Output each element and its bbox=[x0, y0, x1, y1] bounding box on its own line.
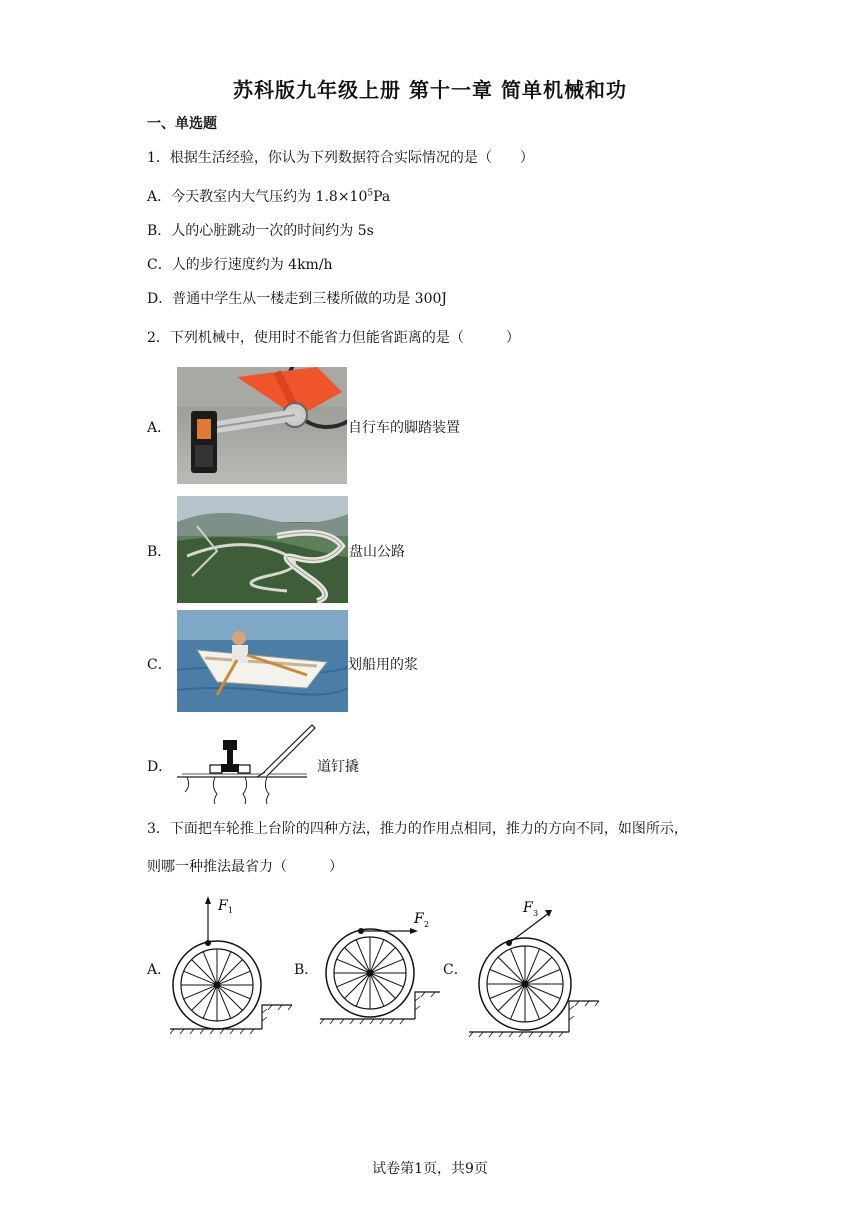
mountain-road-photo bbox=[177, 496, 348, 603]
wheel-diagram-b bbox=[318, 905, 443, 1027]
force-subscript-2: 2 bbox=[424, 920, 430, 929]
q2-option-d-caption: 道钉撬 bbox=[317, 759, 359, 775]
q1-stem: 1．根据生活经验，你认为下列数据符合实际情况的是（ ） bbox=[147, 150, 534, 166]
force-subscript-3: 3 bbox=[533, 909, 539, 918]
q1-option-d: D．普通中学生从一楼走到三楼所做的功是 300J bbox=[147, 291, 448, 307]
force-label-f1: F bbox=[218, 898, 228, 914]
q2-option-a-letter: A． bbox=[147, 420, 172, 436]
rowing-boat-photo bbox=[177, 610, 348, 712]
rail-spike-crowbar-drawing bbox=[177, 722, 317, 804]
q1-option-c: C．人的步行速度约为 4km/h bbox=[147, 257, 333, 273]
force-subscript-1: 1 bbox=[228, 906, 234, 915]
q2-option-d-letter: D． bbox=[147, 759, 173, 775]
q3-option-c-letter: C． bbox=[443, 962, 468, 978]
q2-option-c-caption: 划船用的浆 bbox=[348, 657, 418, 673]
q2-stem: 2．下列机械中，使用时不能省力但能省距离的是（ ） bbox=[147, 330, 520, 346]
q1-option-b: B．人的心脏跳动一次的时间约为 5s bbox=[147, 223, 374, 239]
q3-option-a-letter: A． bbox=[147, 962, 172, 978]
q3-stem-line1: 3．下面把车轮推上台阶的四种方法，推力的作用点相同，推力的方向不同，如图所示， bbox=[147, 821, 688, 837]
force-label-f2: F bbox=[414, 911, 424, 927]
q2-option-a-caption: 自行车的脚踏装置 bbox=[348, 420, 460, 436]
section-heading: 一、单选题 bbox=[147, 116, 217, 132]
q2-option-b-caption: 盘山公路 bbox=[349, 544, 405, 560]
q3-option-b-letter: B． bbox=[294, 962, 319, 978]
q2-option-c-letter: C． bbox=[147, 657, 172, 673]
bicycle-pedal-photo bbox=[177, 367, 347, 484]
wheel-diagram-c bbox=[465, 894, 605, 1038]
wheel-diagram-a bbox=[170, 888, 295, 1036]
q2-option-b-letter: B． bbox=[147, 544, 172, 560]
q1-option-a: A．今天教室内大气压约为 $1.8\times 10^5Pa$ bbox=[147, 188, 391, 205]
page-footer: 试卷第1页，共9页 bbox=[372, 1161, 488, 1177]
q3-stem-line2: 则哪一种推法最省力（ ） bbox=[147, 859, 343, 875]
force-label-f3: F bbox=[523, 900, 533, 916]
page-title: 苏科版九年级上册 第十一章 简单机械和功 bbox=[233, 78, 627, 102]
